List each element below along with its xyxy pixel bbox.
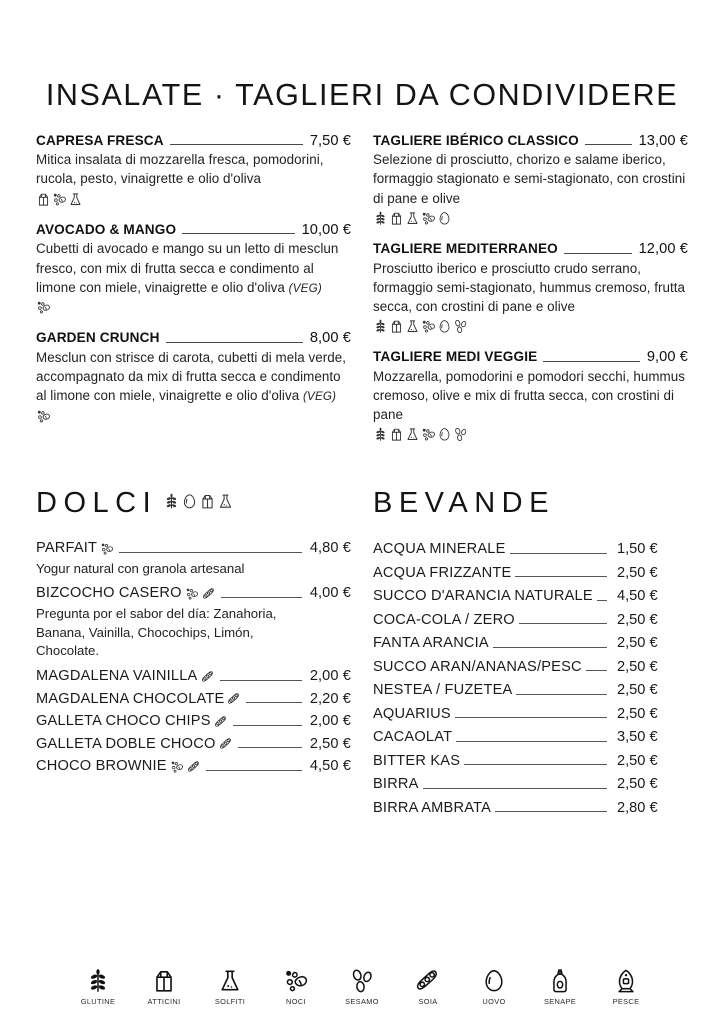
menu-item-allergens	[36, 408, 351, 425]
dolci-item-price: 2,20 €	[309, 690, 351, 707]
leader-rule	[597, 600, 607, 601]
dolci-item-name: GALLETA DOBLE CHOCO	[36, 736, 233, 754]
leader-rule	[495, 811, 607, 812]
bevande-item-price: 2,50 €	[617, 705, 658, 722]
dolci-item-row	[36, 731, 351, 754]
bevande-item-left	[373, 541, 607, 559]
menu-item-header	[36, 222, 351, 239]
bevande-item-left	[373, 635, 607, 653]
menu-item-description: Selezione di prosciutto, chorizo e salame iberico, formaggio stagionato e semi-stagionato, con crostini di pane e olive	[373, 152, 686, 206]
dolci-item-name: GALLETA CHOCO CHIPS	[36, 713, 228, 731]
bevande-item-left	[373, 706, 607, 724]
soy-pod-icon	[202, 587, 216, 601]
menu-item-allergens	[36, 191, 351, 208]
legend-label: PESCE	[612, 997, 640, 1006]
dolci-item[interactable]	[36, 686, 351, 709]
flask-icon	[405, 319, 420, 334]
soy-pod-icon	[227, 692, 241, 706]
milk-carton-icon	[151, 968, 177, 994]
menu-item[interactable]	[36, 330, 351, 425]
dolci-item-name: BIZCOCHO CASERO	[36, 585, 216, 603]
egg-icon	[437, 427, 452, 442]
flask-icon	[405, 211, 420, 226]
bevande-item[interactable]	[373, 559, 688, 583]
menu-item-price: 10,00 €	[301, 221, 351, 238]
bevande-item-name: COCA-COLA / ZERO	[373, 611, 515, 628]
milk-carton-icon	[199, 493, 216, 510]
wheat-icon	[85, 968, 111, 994]
nuts-icon	[36, 409, 51, 424]
legend-item	[138, 968, 190, 1006]
soy-pod-icon	[201, 670, 215, 684]
menu-item-allergens	[373, 210, 688, 227]
wheat-icon	[373, 319, 388, 334]
bevande-item-price: 4,50 €	[617, 588, 658, 605]
top-sections	[0, 111, 724, 458]
bevande-item-left	[373, 682, 607, 700]
dolci-item-price: 2,00 €	[309, 668, 351, 685]
bevande-column	[373, 485, 688, 817]
leader-rule	[455, 717, 607, 718]
leader-rule	[182, 232, 294, 234]
menu-item-price: 7,50 €	[309, 132, 351, 149]
dolci-item-price: 4,50 €	[309, 758, 351, 775]
flask-icon	[217, 968, 243, 994]
dolci-item-name: MAGDALENA CHOCOLATE	[36, 691, 241, 709]
menu-item-name: TAGLIERE MEDITERRANEO	[373, 240, 558, 256]
dolci-item-price: 2,50 €	[309, 735, 351, 752]
leader-rule	[170, 143, 303, 145]
bevande-item-name: ACQUA MINERALE	[373, 541, 506, 558]
menu-item-allergens	[36, 299, 351, 316]
bevande-item-left	[373, 612, 607, 630]
leader-rule	[586, 670, 607, 671]
menu-item-price: 12,00 €	[638, 240, 688, 257]
soy-pod-icon	[219, 737, 233, 751]
egg-icon	[481, 968, 507, 994]
nuts-icon	[170, 760, 184, 774]
dolci-title: DOLCI	[36, 486, 158, 519]
menu-item-price: 9,00 €	[646, 349, 688, 365]
milk-carton-icon	[389, 319, 404, 334]
dolci-item-name: PARFAIT	[36, 540, 114, 558]
mustard-bottle-icon	[547, 968, 573, 994]
milk-carton-icon	[389, 427, 404, 442]
legend-item	[72, 968, 124, 1006]
legend-label: SESAMO	[345, 997, 379, 1006]
bevande-item[interactable]	[373, 723, 688, 747]
dolci-item-description: Yogur natural con granola artesanal	[36, 560, 245, 576]
bevande-list	[373, 535, 688, 817]
sesame-seeds-icon	[453, 319, 468, 334]
flask-icon	[217, 493, 234, 510]
menu-item-allergens	[373, 318, 688, 335]
menu-item-description: Mozzarella, pomodorini e pomodori secchi, hummus cremoso, olive e mix di frutta secca, con crostini di pane	[373, 368, 686, 423]
sesame-seeds-icon	[453, 427, 468, 442]
bevande-item-left	[373, 729, 607, 747]
dolci-item[interactable]	[36, 580, 351, 661]
leader-rule	[423, 788, 607, 789]
nuts-icon	[421, 319, 436, 334]
leader-rule	[206, 770, 302, 771]
bevande-item-price: 2,80 €	[617, 799, 658, 816]
dolci-item-row	[36, 580, 351, 603]
legend-label: SOLFITI	[214, 997, 246, 1006]
bevande-item[interactable]	[373, 629, 688, 653]
leader-rule	[464, 764, 607, 765]
bevande-item[interactable]	[373, 770, 688, 794]
leader-rule	[510, 553, 607, 554]
egg-icon	[437, 319, 452, 334]
dolci-item-price: 4,00 €	[309, 585, 351, 602]
bevande-item-name: SUCCO ARAN/ANANAS/PESC	[373, 658, 582, 675]
leader-rule	[119, 552, 302, 553]
nuts-icon	[421, 427, 436, 442]
menu-item[interactable]	[373, 241, 688, 335]
fish-icon	[613, 968, 639, 994]
bevande-item-left	[373, 800, 607, 818]
boards-column	[373, 133, 688, 458]
dolci-item-row	[36, 753, 351, 776]
menu-item-price: 8,00 €	[309, 330, 351, 347]
bevande-item-name: CACAOLAT	[373, 729, 453, 746]
bevande-item-price: 2,50 €	[617, 752, 658, 769]
wheat-icon	[163, 493, 180, 510]
menu-item-allergens	[373, 426, 688, 443]
bevande-item-left	[373, 588, 607, 606]
bevande-item-left	[373, 776, 607, 794]
flask-icon	[68, 192, 83, 207]
wheat-icon	[373, 427, 388, 442]
bevande-item-name: ACQUA FRIZZANTE	[373, 564, 512, 581]
soy-pod-icon	[187, 760, 201, 774]
leader-rule	[238, 747, 302, 748]
egg-icon	[437, 211, 452, 226]
page-title: INSALATE · TAGLIERI DA CONDIVIDERE	[45, 78, 679, 112]
legend-label: UOVO	[482, 997, 506, 1006]
leader-rule	[220, 680, 302, 681]
legend-label: SENAPE	[543, 997, 577, 1006]
bevande-item-name: SUCCO D'ARANCIA NATURALE	[373, 588, 593, 605]
dolci-item-name: MAGDALENA VAINILLA	[36, 668, 215, 686]
bevande-item[interactable]	[373, 676, 688, 700]
leader-rule	[519, 623, 607, 624]
dolci-item[interactable]	[36, 663, 351, 686]
menu-item-name: AVOCADO & MANGO	[36, 221, 177, 237]
bevande-item-price: 3,50 €	[617, 729, 658, 746]
leader-rule	[246, 702, 301, 703]
menu-item-header	[373, 349, 688, 366]
nuts-icon	[36, 300, 51, 315]
bevande-item[interactable]	[373, 794, 688, 818]
legend-item	[534, 968, 586, 1006]
veg-tag: (VEG)	[288, 281, 322, 295]
leader-rule	[493, 647, 607, 648]
dolci-list	[36, 535, 351, 775]
menu-item-header	[36, 330, 351, 347]
menu-item-name: CAPRESA FRESCA	[36, 132, 164, 148]
legend-item	[600, 968, 652, 1006]
soy-pod-icon	[415, 968, 441, 994]
leader-rule	[516, 694, 607, 695]
dolci-item-row	[36, 535, 351, 558]
legend-item	[270, 968, 322, 1006]
milk-carton-icon	[36, 192, 51, 207]
bevande-item-name: NESTEA / FUZETEA	[373, 682, 513, 699]
bevande-item[interactable]	[373, 535, 688, 559]
menu-item-description: Cubetti di avocado e mango su un letto di mesclun fresco, con mix di frutta secca e condimento al limone con miele, vinaigrette e olio d'oliva (VEG)	[36, 241, 339, 295]
milk-carton-icon	[389, 211, 404, 226]
leader-rule	[515, 576, 607, 577]
dolci-heading	[36, 485, 351, 521]
dolci-item-price: 2,00 €	[309, 713, 351, 730]
menu-item[interactable]	[36, 133, 351, 208]
bevande-item[interactable]	[373, 606, 688, 630]
bevande-item[interactable]	[373, 582, 688, 606]
bevande-item-price: 1,50 €	[617, 541, 658, 558]
bevande-item-name: BITTER KAS	[373, 752, 461, 769]
dolci-column	[36, 485, 351, 817]
bevande-item-left	[373, 659, 607, 677]
bevande-item-name: BIRRA	[373, 776, 419, 793]
menu-item-description: Prosciutto iberico e prosciutto crudo serrano, formaggio semi-stagionato, hummus cremoso, frutta secca, con crostini di pane e olive	[373, 260, 686, 314]
flask-icon	[405, 427, 420, 442]
dolci-item[interactable]	[36, 753, 351, 776]
bevande-item[interactable]	[373, 700, 688, 724]
nuts-icon	[185, 587, 199, 601]
legend-label: NOCI	[286, 997, 306, 1006]
menu-item-name: GARDEN CRUNCH	[36, 330, 160, 346]
bevande-item-left	[373, 565, 607, 583]
bevande-item-price: 2,50 €	[617, 658, 658, 675]
bevande-heading	[373, 485, 688, 521]
dolci-item-price: 4,80 €	[309, 540, 351, 557]
sesame-seeds-icon	[349, 968, 375, 994]
bevande-item-price: 2,50 €	[617, 682, 658, 699]
legend-item	[402, 968, 454, 1006]
leader-rule	[233, 725, 302, 726]
menu-item[interactable]	[36, 222, 351, 317]
salads-column	[36, 133, 351, 458]
egg-icon	[181, 493, 198, 510]
wheat-icon	[373, 211, 388, 226]
leader-rule	[166, 341, 303, 343]
menu-item-header	[373, 241, 688, 258]
bevande-item-left	[373, 753, 607, 771]
menu-item-price: 13,00 €	[638, 132, 688, 149]
leader-rule	[456, 741, 607, 742]
leader-rule	[585, 143, 632, 145]
legend-item	[336, 968, 388, 1006]
dolci-item-row	[36, 663, 351, 686]
soy-pod-icon	[214, 715, 228, 729]
bevande-item-name: FANTA ARANCIA	[373, 635, 489, 652]
nuts-icon	[421, 211, 436, 226]
dolci-item[interactable]	[36, 535, 351, 578]
bevande-title: BEVANDE	[373, 486, 555, 519]
allergen-legend	[0, 968, 724, 1006]
bevande-item-name: AQUARIUS	[373, 705, 451, 722]
bevande-item-price: 2,50 €	[617, 611, 658, 628]
leader-rule	[564, 252, 632, 254]
bevande-item[interactable]	[373, 653, 688, 677]
legend-item	[204, 968, 256, 1006]
dolci-item[interactable]	[36, 731, 351, 754]
menu-item-header	[373, 133, 688, 150]
bevande-item-price: 2,50 €	[617, 564, 658, 581]
dolci-item-row	[36, 686, 351, 709]
legend-item	[468, 968, 520, 1006]
legend-label: ATTICINI	[147, 997, 181, 1006]
nuts-icon	[100, 542, 114, 556]
dolci-item-description: Pregunta por el sabor del día: Zanahoria, Banana, Vainilla, Chocochips, Limón, Chocolate.	[36, 605, 277, 659]
lower-sections	[0, 457, 724, 817]
menu-item-description: Mesclun con strisce di carota, cubetti di mela verde, accompagnato da mix di frutta secca e condimento al limone con miele, vinaigrette e olio d'oliva (VEG)	[36, 350, 347, 404]
leader-rule	[543, 360, 639, 362]
menu-item-name: TAGLIERE MEDI VEGGIE	[373, 349, 538, 365]
leader-rule	[221, 597, 302, 598]
dolci-allergen-icons	[163, 493, 234, 513]
menu-item-header	[36, 133, 351, 150]
veg-tag: (VEG)	[302, 390, 337, 404]
dolci-item-name: CHOCO BROWNIE	[36, 758, 201, 776]
bevande-item[interactable]	[373, 747, 688, 771]
nuts-icon	[283, 968, 309, 994]
menu-item-name: TAGLIERE IBÉRICO CLASSICO	[373, 132, 579, 148]
menu-item[interactable]	[373, 133, 688, 227]
menu-item[interactable]	[373, 349, 688, 443]
menu-item-description: Mitica insalata di mozzarella fresca, pomodorini, rucola, pesto, vinaigrette e olio d'oliva	[36, 152, 324, 187]
legend-label: GLUTINE	[80, 997, 116, 1006]
nuts-icon	[52, 192, 67, 207]
bevande-item-name: BIRRA AMBRATA	[373, 799, 492, 816]
legend-label: SOIA	[418, 997, 438, 1006]
bevande-item-price: 2,50 €	[617, 635, 658, 652]
dolci-item[interactable]	[36, 708, 351, 731]
dolci-item-row	[36, 708, 351, 731]
bevande-item-price: 2,50 €	[617, 776, 658, 793]
